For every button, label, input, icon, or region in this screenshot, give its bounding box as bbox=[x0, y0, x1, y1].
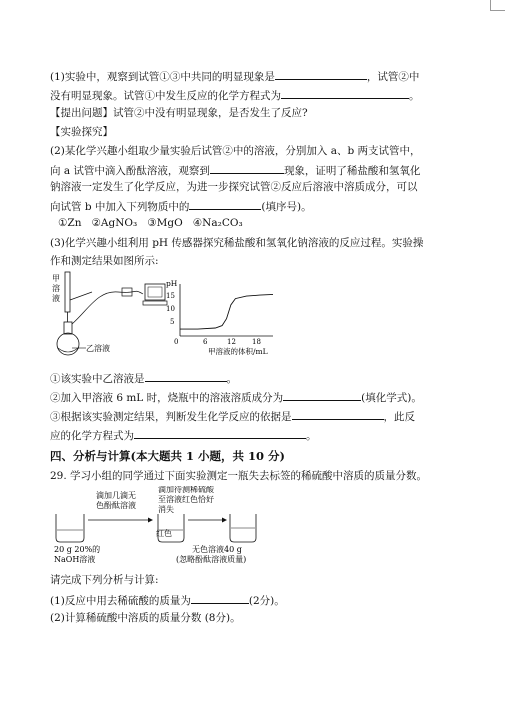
sensor-cable bbox=[72, 291, 143, 324]
q1-text-a: (1)实验中，观察到试管①③中共同的明显现象是 bbox=[50, 71, 275, 83]
section-heading: 四、分析与计算(本大题共 1 小题，共 10 分) bbox=[50, 449, 285, 463]
final-q1 bbox=[50, 592, 285, 608]
final-intro: 请完成下列分析与计算: bbox=[50, 574, 159, 586]
answer-blank[interactable] bbox=[283, 389, 361, 401]
answer-blank[interactable] bbox=[145, 370, 227, 382]
step2-label-1: 滴加待测稀硫酸 bbox=[158, 486, 214, 494]
q2-text-a: 向 a 试管中滴入酚酞溶液，观察到 bbox=[50, 165, 210, 177]
step2-label-2: 至溶液红色恰好 bbox=[158, 495, 214, 504]
label-rong: 溶 bbox=[52, 284, 60, 293]
option-4: ④Na₂CO₃ bbox=[192, 217, 243, 229]
q3-sub4 bbox=[50, 427, 317, 443]
explore-heading: 【实验探究】 bbox=[50, 126, 113, 138]
label-yi-solution: 乙溶液 bbox=[86, 344, 110, 353]
result-label-2: (忽略酚酞溶液质量) bbox=[176, 555, 247, 564]
q3-sub3-end: ，此反 bbox=[383, 411, 415, 423]
titration-figure bbox=[50, 486, 280, 568]
beaker1-label-2: NaOH溶液 bbox=[54, 555, 96, 564]
answer-blank[interactable] bbox=[189, 198, 261, 210]
burette bbox=[65, 272, 70, 312]
ytick-5: 5 bbox=[170, 318, 175, 326]
answer-blank[interactable] bbox=[275, 68, 367, 80]
ph-experiment-figure bbox=[48, 270, 278, 362]
q3-sub2-text: ②加入甲溶液 6 mL 时，烧瓶中的溶液溶质成分为 bbox=[50, 392, 284, 404]
q2-line1: (2)某化学兴趣小组取少量实验后试管②中的溶液，分别加入 a、b 两支试管中， bbox=[50, 145, 421, 157]
q3-sub3 bbox=[50, 408, 415, 424]
q3-line1: (3)化学兴趣小组利用 pH 传感器探究稀盐酸和氢氧化钠溶液的反应过程。实验操 bbox=[50, 237, 424, 249]
q3-sub1-text: ①该实验中乙溶液是 bbox=[50, 373, 145, 385]
beaker-naoh bbox=[56, 514, 84, 542]
q2-text-c: 向试管 b 中加入下列物质中的 bbox=[50, 201, 190, 213]
xtick-18: 18 bbox=[252, 338, 261, 346]
q1-text-d: 。 bbox=[409, 90, 420, 102]
page-corner-mark bbox=[490, 0, 505, 11]
label-jia: 甲 bbox=[52, 274, 60, 283]
q2-options bbox=[58, 216, 243, 230]
q3-sub1 bbox=[50, 370, 237, 386]
answer-blank[interactable] bbox=[292, 408, 384, 420]
red-label: 红色 bbox=[156, 529, 172, 538]
ph-curve-line bbox=[180, 294, 273, 329]
q1-text-b: ，试管②中 bbox=[366, 71, 420, 83]
final-q2: (2)计算稀硫酸中溶质的质量分数 (8分)。 bbox=[50, 612, 241, 624]
q2-text-b: 现象，证明了稀盐酸和氢氧化 bbox=[283, 165, 421, 177]
option-3: ③MgO bbox=[147, 217, 183, 229]
q3-line2: 作和测定结果如图所示: bbox=[50, 255, 159, 267]
xtick-0: 0 bbox=[174, 338, 179, 346]
q2-line3: 钠溶液一定发生了化学反应，为进一步探究试管②反应后溶液中溶质成分，可以 bbox=[50, 181, 418, 193]
ytick-15: 15 bbox=[166, 292, 175, 300]
step1-label-1: 滴加几滴无 bbox=[96, 491, 136, 500]
q2-text-d: (填序号)。 bbox=[261, 201, 312, 213]
step1-label-2: 色酚酞溶液 bbox=[96, 501, 136, 510]
q3-sub4-end: 。 bbox=[306, 430, 317, 442]
answer-blank[interactable] bbox=[134, 427, 306, 439]
final-q1-end: (2分)。 bbox=[248, 595, 285, 607]
answer-blank[interactable] bbox=[281, 87, 409, 99]
xtick-12: 12 bbox=[227, 338, 236, 346]
option-2: ②AgNO₃ bbox=[91, 217, 138, 229]
result-label-1: 无色溶液40 g bbox=[192, 545, 242, 554]
option-1: ①Zn bbox=[58, 217, 82, 229]
q3-sub2 bbox=[50, 389, 422, 405]
x-axis-label: 甲溶液的体积/mL bbox=[208, 347, 268, 356]
q3-sub3-text: ③根据该实验测定结果，判断发生化学反应的依据是 bbox=[50, 411, 292, 423]
step2-label-3: 消失 bbox=[158, 505, 174, 514]
q3-sub1-end: 。 bbox=[226, 373, 237, 385]
answer-blank[interactable] bbox=[210, 162, 284, 174]
q1-text-c: 没有明显现象。试管①中发生反应的化学方程式为 bbox=[50, 90, 281, 102]
final-q1-text: (1)反应中用去稀硫酸的质量为 bbox=[50, 595, 191, 607]
q1-line1 bbox=[50, 68, 419, 84]
beaker1-label-1: 20 g 20%的 bbox=[54, 545, 101, 554]
q3-sub4-text: 应的化学方程式为 bbox=[50, 430, 134, 442]
q2-line4 bbox=[50, 198, 312, 214]
q29-text: 29. 学习小组的同学通过下面实验测定一瓶失去标签的稀硫酸中溶质的质量分数。 bbox=[50, 470, 428, 482]
ytick-10: 10 bbox=[166, 305, 175, 313]
raise-question: 【提出问题】试管②中没有明显现象，是否发生了反应? bbox=[50, 107, 308, 119]
ph-chart bbox=[166, 279, 273, 356]
q1-line2 bbox=[50, 87, 420, 103]
q2-line2 bbox=[50, 162, 420, 178]
label-ye: 液 bbox=[52, 294, 60, 303]
xtick-6: 6 bbox=[203, 338, 208, 346]
q3-sub2-end: (填化学式)。 bbox=[361, 392, 422, 404]
answer-blank[interactable] bbox=[191, 592, 249, 604]
y-axis-label: pH bbox=[166, 279, 178, 288]
